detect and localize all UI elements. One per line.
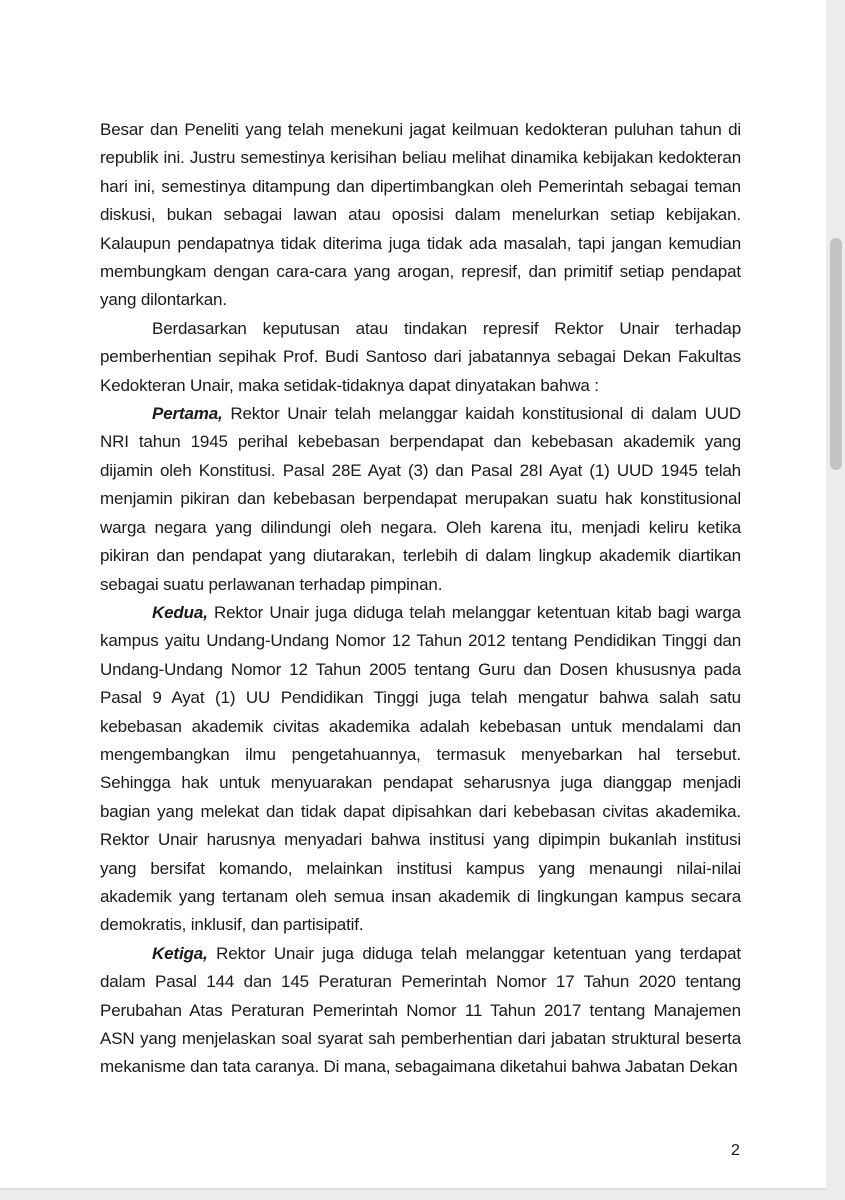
paragraph-2-text: Berdasarkan keputusan atau tindakan represif Rektor Unair terhadap pemberhentian sepihak Prof. Budi Santoso dari jabatannya sebagai Dekan Fakultas Kedokteran Unair, maka setidak-tidaknya dapat dinyatakan bahwa : [100,318,741,395]
paragraph-ketiga-text: Rektor Unair juga diduga telah melanggar ketentuan yang terdapat dalam Pasal 144 dan 145 Peraturan Pemerintah Nomor 17 Tahun 2020 tentang Perubahan Atas Peraturan Pemerintah Nomor 11 Tahun 2017 tentang Manajemen ASN yang menjelaskan soal syarat sah pemberhentian dari jabatan struktural beserta mekanisme dan tata caranya. Di mana, sebagaimana diketahui bahwa Jabatan Dekan [100,943,741,1077]
page-body [100,116,741,1082]
paragraph-1 [100,116,741,315]
paragraph-pertama-lead: Pertama, [152,404,223,424]
paragraph-pertama-text: Rektor Unair telah melanggar kaidah konstitusional di dalam UUD NRI tahun 1945 perihal kebebasan berpendapat dan kebebasan akademik yang dijamin oleh Konstitusi. Pasal 28E Ayat (3) dan Pasal 28I Ayat (1) UUD 1945 telah menjamin pikiran dan kebebasan berpendapat merupakan suatu hak konstitusional warga negara yang dilindungi oleh negara. Oleh karena itu, menjadi keliru ketika pikiran dan pendapat yang diutarakan, terlebih di dalam lingkup akademik diartikan sebagai suatu perlawanan terhadap pimpinan. [100,404,741,594]
scrollbar-thumb[interactable] [830,238,842,470]
vertical-scrollbar[interactable] [826,0,845,1200]
paragraph-ketiga-lead: Ketiga, [152,943,208,963]
paragraph-kedua-text: Rektor Unair juga diduga telah melanggar ketentuan kitab bagi warga kampus yaitu Undang-Undang Nomor 12 Tahun 2012 tentang Pendidikan Tinggi dan Undang-Undang Nomor 12 Tahun 2005 tentang Guru dan Dosen khususnya pada Pasal 9 Ayat (1) UU Pendidikan Tinggi juga telah mengatur bahwa salah satu kebebasan akademik civitas akademika adalah kebebasan untuk mendalami dan mengembangkan ilmu pengetahuannya, termasuk menyebarkan hal tersebut. Sehingga hak untuk menyuarakan pendapat seharusnya juga dianggap menjadi bagian yang melekat dan tidak dapat dipisahkan dari kebebasan civitas akademika. Rektor Unair harusnya menyadari bahwa institusi yang dipimpin bukanlah institusi yang bersifat komando, melainkan institusi kampus yang menaungi nilai-nilai akademik yang tertanam oleh semua insan akademik di lingkungan kampus secara demokratis, inklusif, dan partisipatif. [100,602,741,935]
paragraph-kedua [100,599,741,940]
paragraph-ketiga [100,940,741,1082]
page-number: 2 [731,1142,740,1159]
paragraph-kedua-lead: Kedua, [152,602,208,622]
paragraph-pertama [100,400,741,599]
paragraph-2 [100,315,741,400]
paragraph-1-text: Besar dan Peneliti yang telah menekuni jagat keilmuan kedokteran puluhan tahun di republik ini. Justru semestinya kerisihan beliau melihat dinamika kebijakan kedokteran hari ini, semestinya ditampung dan dipertimbangkan oleh Pemerintah sebagai teman diskusi, bukan sebagai lawan atau oposisi dalam menelurkan setiap kebijakan. Kalaupun pendapatnya tidak diterima juga tidak ada masalah, tapi jangan kemudian membungkam dengan cara-cara yang arogan, represif, dan primitif setiap pendapat yang dilontarkan. [100,120,741,310]
